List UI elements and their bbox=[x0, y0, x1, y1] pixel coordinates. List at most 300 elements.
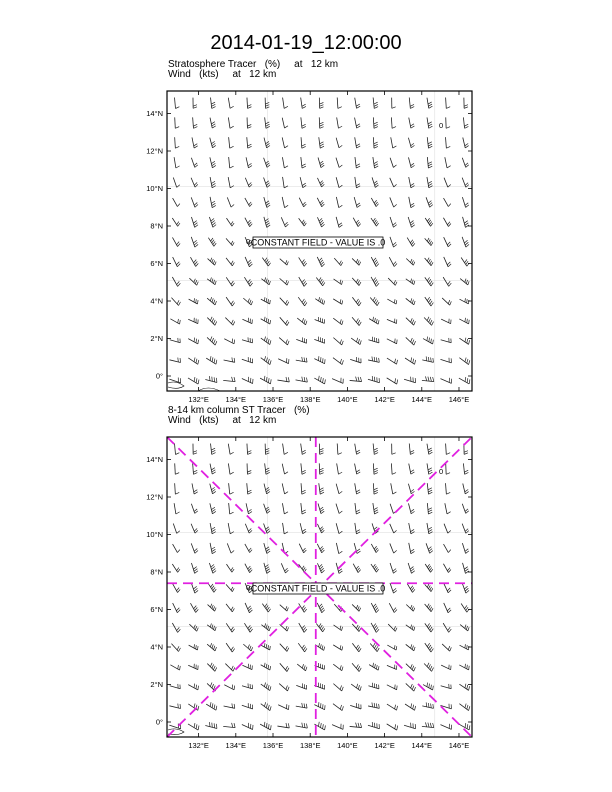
wind-barb-feather bbox=[464, 451, 468, 453]
wind-barb-feather bbox=[448, 264, 451, 267]
wind-barb bbox=[350, 726, 362, 727]
wind-barb-feather bbox=[270, 360, 271, 364]
wind-barb-feather bbox=[231, 607, 233, 610]
wind-barb-feather bbox=[374, 142, 378, 144]
wind-barb-feather bbox=[231, 241, 233, 244]
wind-barb-feather bbox=[302, 106, 306, 108]
wind-barb-feather bbox=[430, 281, 432, 284]
wind-barb-feather bbox=[429, 684, 430, 688]
wind-barb bbox=[226, 238, 232, 245]
wind-barb bbox=[373, 463, 374, 474]
wind-barb-feather bbox=[425, 376, 426, 381]
wind-barb-feather bbox=[178, 589, 181, 592]
wind-barb bbox=[192, 137, 194, 148]
wind-barb-feather bbox=[465, 203, 468, 206]
lat-tick-label: 6°N bbox=[150, 259, 163, 268]
wind-barb bbox=[280, 278, 288, 285]
wind-barb-feather bbox=[342, 300, 343, 304]
wind-barb bbox=[279, 338, 287, 345]
wind-barb-feather bbox=[465, 223, 468, 225]
wind-barb-feather bbox=[412, 340, 414, 344]
wind-barb-feather bbox=[232, 283, 234, 286]
wind-barb bbox=[242, 686, 252, 689]
wind-barb-feather bbox=[177, 627, 180, 630]
wind-barb-feather bbox=[411, 165, 414, 167]
wind-barb-feather bbox=[342, 360, 343, 364]
wind-barb-feather bbox=[464, 105, 468, 107]
wind-barb-feather bbox=[428, 144, 432, 146]
wind-barb-feather bbox=[284, 166, 288, 168]
wind-barb-feather bbox=[342, 706, 343, 710]
wind-barb-feather bbox=[430, 647, 432, 650]
wind-barb-feather bbox=[411, 279, 412, 283]
wind-barb-feather bbox=[320, 509, 323, 511]
wind-barb-feather bbox=[266, 644, 267, 648]
wind-barb bbox=[463, 484, 465, 494]
wind-barb-feather bbox=[302, 472, 306, 474]
wind-barb-feather bbox=[264, 297, 265, 301]
wind-barb-feather bbox=[302, 144, 306, 146]
wind-barb bbox=[264, 563, 267, 574]
wind-barb-feather bbox=[304, 723, 305, 728]
wind-barb-feather bbox=[431, 588, 433, 591]
wind-barb-feather bbox=[211, 161, 214, 163]
wind-barb-feather bbox=[397, 706, 398, 710]
wind-barb bbox=[245, 544, 250, 553]
wind-barb-feather bbox=[248, 166, 252, 168]
wind-barb-feather bbox=[266, 143, 269, 145]
wind-barb-feather bbox=[302, 279, 305, 282]
wind-barb-feather bbox=[358, 339, 359, 343]
wind-barb-feather bbox=[374, 124, 378, 126]
wind-barb-feather bbox=[392, 107, 396, 109]
wind-barb-feather bbox=[373, 218, 375, 221]
wind-barb-feather bbox=[231, 320, 233, 324]
wind-barb-feather bbox=[284, 512, 288, 514]
wind-barb bbox=[172, 237, 177, 246]
wind-barb-feather bbox=[198, 300, 199, 304]
wind-barb-feather bbox=[303, 607, 305, 610]
wind-barb-feather bbox=[306, 358, 307, 362]
wind-barb bbox=[336, 504, 339, 514]
wind-barb-feather bbox=[285, 472, 288, 474]
wind-barb bbox=[299, 277, 304, 286]
wind-barb-feather bbox=[376, 610, 379, 613]
wind-barb-feather bbox=[465, 163, 468, 166]
wind-barb-feather bbox=[356, 450, 360, 452]
wind-barb bbox=[355, 444, 357, 455]
wind-barb bbox=[229, 137, 230, 148]
wind-barb-feather bbox=[270, 340, 271, 344]
wind-barb-feather bbox=[433, 377, 434, 382]
wind-barb-feather bbox=[446, 473, 450, 475]
wind-barb-feather bbox=[428, 220, 430, 223]
wind-barb-feather bbox=[411, 145, 414, 147]
wind-barb-feather bbox=[180, 320, 181, 324]
wind-barb-feather bbox=[431, 569, 433, 572]
wind-barb-feather bbox=[374, 490, 378, 492]
wind-barb-feather bbox=[322, 610, 325, 613]
wind-barb-feather bbox=[467, 319, 468, 323]
wind-barb-feather bbox=[248, 625, 251, 628]
wind-barb-feather bbox=[286, 260, 287, 264]
wind-barb-feather bbox=[304, 357, 305, 361]
wind-barb bbox=[175, 137, 176, 148]
wind-barb-feather bbox=[427, 564, 429, 567]
wind-barb-feather bbox=[286, 606, 287, 610]
wind-barb bbox=[390, 524, 394, 533]
wind-barb-feather bbox=[341, 262, 343, 265]
wind-barb-feather bbox=[320, 468, 324, 470]
wind-barb-feather bbox=[212, 183, 216, 185]
wind-barb bbox=[247, 137, 248, 148]
wind-barb-feather bbox=[230, 452, 234, 454]
wind-barb-feather bbox=[194, 492, 198, 494]
wind-barb-feather bbox=[413, 262, 414, 265]
wind-barb-feather bbox=[467, 685, 468, 689]
wind-barb-feather bbox=[411, 472, 415, 474]
wind-barb-feather bbox=[356, 645, 358, 649]
wind-barb-feather bbox=[465, 569, 468, 571]
wind-barb-feather bbox=[303, 202, 306, 205]
wind-barb bbox=[409, 543, 411, 554]
wind-barb-feather bbox=[195, 280, 197, 284]
lon-tick-label: 140°E bbox=[337, 395, 358, 404]
wind-barb-feather bbox=[193, 105, 197, 107]
wind-barb bbox=[301, 137, 302, 148]
wind-barb-feather bbox=[303, 567, 305, 570]
wind-barb-feather bbox=[211, 450, 215, 452]
wind-barb-feather bbox=[411, 225, 414, 228]
wind-barb-feather bbox=[212, 318, 214, 322]
wind-barb bbox=[336, 197, 338, 208]
wind-barb bbox=[406, 664, 414, 671]
wind-barb-feather bbox=[193, 567, 196, 570]
lat-tick-label: 10°N bbox=[146, 184, 163, 193]
wind-barb-feather bbox=[212, 664, 214, 668]
wind-barb-feather bbox=[465, 472, 469, 474]
wind-barb bbox=[210, 138, 213, 148]
wind-barb bbox=[390, 583, 394, 593]
wind-barb bbox=[446, 137, 447, 148]
wind-barb-feather bbox=[269, 627, 270, 631]
wind-barb-feather bbox=[356, 124, 360, 126]
wind-barb-feather bbox=[213, 320, 215, 324]
wind-barb-feather bbox=[215, 281, 216, 285]
wind-barb-feather bbox=[210, 683, 212, 687]
wind-barb-feather bbox=[374, 606, 377, 609]
wind-barb bbox=[173, 177, 176, 187]
wind-barb bbox=[300, 523, 303, 534]
wind-barb-feather bbox=[320, 127, 324, 129]
wind-barb-feather bbox=[428, 508, 432, 510]
wind-barb-feather bbox=[394, 204, 397, 207]
wind-barb-feather bbox=[464, 124, 468, 126]
wind-barb-feather bbox=[375, 281, 378, 284]
wind-barb-feather bbox=[210, 297, 211, 301]
wind-barb-feather bbox=[342, 687, 344, 691]
wind-barb bbox=[282, 503, 284, 514]
wind-barb-feather bbox=[268, 378, 269, 383]
wind-barb-feather bbox=[428, 547, 431, 550]
wind-barb-feather bbox=[467, 645, 468, 649]
wind-barb-feather bbox=[374, 512, 378, 514]
wind-barb-feather bbox=[427, 604, 429, 607]
wind-barb-feather bbox=[212, 298, 213, 302]
wind-barb-feather bbox=[376, 264, 379, 267]
wind-barb bbox=[427, 157, 428, 168]
wind-barb bbox=[461, 604, 467, 613]
wind-barb bbox=[191, 178, 195, 187]
contour-marker: 0 bbox=[439, 467, 444, 476]
wind-barb-feather bbox=[212, 357, 213, 361]
wind-barb bbox=[171, 644, 178, 652]
wind-barb-feather bbox=[428, 448, 432, 450]
wind-barb-feather bbox=[212, 163, 215, 165]
wind-barb-feather bbox=[466, 607, 468, 610]
wind-barb-feather bbox=[428, 470, 432, 472]
wind-barb-feather bbox=[320, 163, 323, 165]
wind-barb-feather bbox=[284, 452, 288, 454]
wind-barb-feather bbox=[429, 605, 431, 608]
lon-tick-label: 134°E bbox=[225, 395, 247, 404]
wind-barb-feather bbox=[232, 377, 233, 382]
wind-barb-feather bbox=[193, 221, 196, 224]
wind-barb bbox=[425, 218, 430, 226]
wind-barb bbox=[319, 483, 320, 494]
wind-barb-feather bbox=[251, 647, 252, 651]
wind-barb-feather bbox=[323, 628, 325, 631]
wind-barb-feather bbox=[356, 279, 358, 283]
wind-barb-feather bbox=[270, 686, 271, 690]
wind-barb-feather bbox=[321, 222, 324, 225]
wind-barb bbox=[391, 483, 393, 494]
wind-barb-feather bbox=[464, 107, 468, 109]
wind-barb bbox=[409, 177, 411, 188]
wind-barb-feather bbox=[428, 510, 432, 512]
wind-barb-feather bbox=[319, 297, 320, 301]
wind-barb bbox=[247, 98, 248, 109]
wind-barb-feather bbox=[372, 356, 373, 360]
wind-barb-feather bbox=[431, 339, 432, 343]
wind-barb bbox=[427, 117, 429, 128]
wind-barb-feather bbox=[211, 547, 215, 549]
wind-barb-feather bbox=[358, 280, 360, 284]
wind-barb-feather bbox=[356, 164, 360, 166]
wind-barb-feather bbox=[193, 453, 197, 455]
wind-barb-feather bbox=[431, 704, 432, 708]
wind-barb bbox=[228, 523, 230, 534]
wind-barb-feather bbox=[428, 102, 432, 104]
lon-tick-label: 132°E bbox=[188, 395, 209, 404]
wind-barb-feather bbox=[230, 472, 234, 474]
wind-barb-feather bbox=[431, 608, 433, 611]
wind-barb-feather bbox=[286, 723, 287, 728]
wind-barb-feather bbox=[428, 122, 432, 124]
wind-barb bbox=[224, 360, 235, 362]
wind-barb bbox=[283, 177, 285, 188]
wind-barb-feather bbox=[210, 604, 211, 608]
wind-barb-feather bbox=[374, 164, 378, 166]
wind-barb bbox=[225, 318, 233, 326]
wind-barb-feather bbox=[304, 629, 307, 632]
lon-tick-label: 142°E bbox=[374, 741, 395, 750]
wind-barb bbox=[210, 484, 213, 494]
wind-barb-feather bbox=[378, 666, 379, 670]
wind-barb-feather bbox=[448, 646, 450, 650]
wind-barb bbox=[190, 257, 195, 266]
wind-barb bbox=[427, 98, 429, 109]
wind-barb-feather bbox=[338, 126, 342, 128]
wind-barb-feather bbox=[356, 104, 360, 106]
wind-barb bbox=[427, 503, 428, 514]
wind-barb-feather bbox=[431, 223, 433, 226]
wind-barb bbox=[354, 197, 357, 207]
wind-barb-feather bbox=[211, 141, 214, 143]
wind-barb-feather bbox=[412, 606, 413, 609]
wind-barb bbox=[296, 339, 306, 343]
wind-barb-feather bbox=[211, 567, 214, 570]
wind-barb bbox=[174, 503, 176, 514]
wind-barb-feather bbox=[320, 260, 323, 263]
lon-tick-label: 146°E bbox=[448, 741, 470, 750]
wind-barb-feather bbox=[373, 258, 376, 261]
wind-barb-feather bbox=[414, 687, 416, 691]
wind-barb-feather bbox=[356, 220, 359, 223]
wind-barb-feather bbox=[266, 203, 269, 205]
wind-barb-feather bbox=[212, 549, 216, 551]
wind-barb-feather bbox=[321, 182, 324, 185]
wind-barb-feather bbox=[414, 647, 415, 651]
wind-barb-feather bbox=[195, 165, 198, 168]
wind-barb-feather bbox=[412, 320, 414, 324]
wind-barb-feather bbox=[176, 453, 180, 455]
wind-barb bbox=[318, 504, 321, 514]
wind-barb-feather bbox=[195, 571, 198, 574]
wind-barb-feather bbox=[448, 224, 451, 227]
wind-barb-feather bbox=[177, 264, 180, 267]
wind-barb bbox=[175, 463, 176, 474]
wind-barb-feather bbox=[412, 243, 414, 246]
wind-barb-feather bbox=[248, 183, 251, 186]
wind-barb-feather bbox=[286, 377, 287, 382]
wind-barb bbox=[444, 583, 449, 593]
wind-barb-feather bbox=[194, 163, 197, 166]
wind-barb bbox=[355, 118, 357, 129]
wind-barb-feather bbox=[415, 706, 416, 710]
wind-barb-feather bbox=[212, 472, 216, 474]
wind-barb-feather bbox=[376, 550, 378, 553]
wind-barb-feather bbox=[212, 338, 214, 342]
wind-barb-feather bbox=[320, 107, 324, 109]
wind-barb-feather bbox=[318, 722, 319, 727]
wind-barb bbox=[223, 380, 235, 381]
wind-barb-feather bbox=[429, 549, 432, 552]
wind-barb-feather bbox=[194, 357, 195, 361]
wind-barb-feather bbox=[395, 705, 396, 709]
wind-barb-feather bbox=[447, 242, 450, 245]
wind-barb-feather bbox=[194, 723, 195, 728]
wind-barb bbox=[446, 483, 447, 494]
wind-barb bbox=[373, 137, 374, 148]
wind-barb-feather bbox=[286, 320, 288, 324]
wind-barb-feather bbox=[428, 527, 432, 529]
wind-barb-feather bbox=[393, 588, 396, 591]
wind-barb-feather bbox=[266, 259, 268, 262]
lon-tick-label: 136°E bbox=[262, 741, 284, 750]
wind-barb-feather bbox=[212, 605, 213, 609]
wind-barb-feather bbox=[427, 218, 429, 221]
wind-barb bbox=[404, 379, 415, 382]
wind-barb-feather bbox=[394, 263, 397, 266]
wind-barb-feather bbox=[394, 590, 397, 593]
wind-barb-feather bbox=[356, 605, 358, 608]
wind-barb-feather bbox=[215, 341, 217, 345]
wind-barb-feather bbox=[248, 260, 251, 263]
wind-barb-feather bbox=[411, 511, 414, 513]
wind-barb-feather bbox=[374, 166, 378, 168]
wind-barb-feather bbox=[198, 340, 199, 344]
wind-barb-feather bbox=[266, 569, 269, 571]
wind-barb-feather bbox=[210, 258, 211, 262]
wind-barb-feather bbox=[213, 571, 216, 574]
wind-barb bbox=[191, 524, 195, 533]
wind-barb-feather bbox=[248, 107, 252, 109]
wind-barb bbox=[373, 483, 374, 494]
panel2-caption-line1: 8-14 km column ST Tracer (%) bbox=[168, 405, 310, 416]
wind-barb bbox=[173, 603, 178, 613]
wind-barb-feather bbox=[339, 225, 342, 227]
wind-barb-feather bbox=[358, 626, 360, 630]
wind-barb-feather bbox=[360, 723, 361, 728]
wind-barb-feather bbox=[467, 705, 468, 709]
wind-barb-feather bbox=[232, 649, 234, 652]
wind-barb-feather bbox=[305, 648, 307, 651]
wind-barb-feather bbox=[411, 259, 412, 262]
panel1-caption-line2: Wind (kts) at 12 km bbox=[168, 69, 277, 80]
wind-barb-feather bbox=[428, 142, 432, 144]
wind-barb bbox=[296, 685, 306, 689]
wind-barb bbox=[242, 705, 253, 709]
wind-barb-feather bbox=[466, 261, 468, 264]
wind-barb-feather bbox=[431, 303, 433, 306]
wind-barb-feather bbox=[431, 649, 433, 652]
wind-barb-feather bbox=[430, 666, 432, 670]
wind-barb bbox=[175, 483, 176, 494]
wind-barb-feather bbox=[213, 225, 216, 228]
wind-barb-feather bbox=[466, 165, 469, 168]
wind-barb-feather bbox=[250, 550, 252, 553]
wind-barb-feather bbox=[247, 105, 251, 107]
wind-barb-feather bbox=[320, 451, 324, 453]
wind-barb-feather bbox=[194, 146, 198, 148]
wind-barb-feather bbox=[374, 200, 376, 203]
wind-barb-feather bbox=[465, 664, 466, 668]
wind-barb-feather bbox=[249, 281, 252, 284]
wind-barb bbox=[422, 380, 434, 381]
wind-barb-feather bbox=[288, 377, 289, 382]
wind-barb bbox=[299, 198, 303, 207]
wind-barb-feather bbox=[427, 337, 428, 341]
wind-barb-feather bbox=[265, 219, 268, 221]
wind-barb-feather bbox=[248, 644, 249, 648]
wind-barb-feather bbox=[465, 588, 468, 591]
wind-barb-feather bbox=[375, 567, 377, 570]
wind-barb-feather bbox=[430, 607, 432, 610]
wind-barb-feather bbox=[303, 261, 305, 264]
wind-barb bbox=[171, 298, 178, 306]
page-title: 2014-01-19_12:00:00 bbox=[210, 32, 402, 54]
